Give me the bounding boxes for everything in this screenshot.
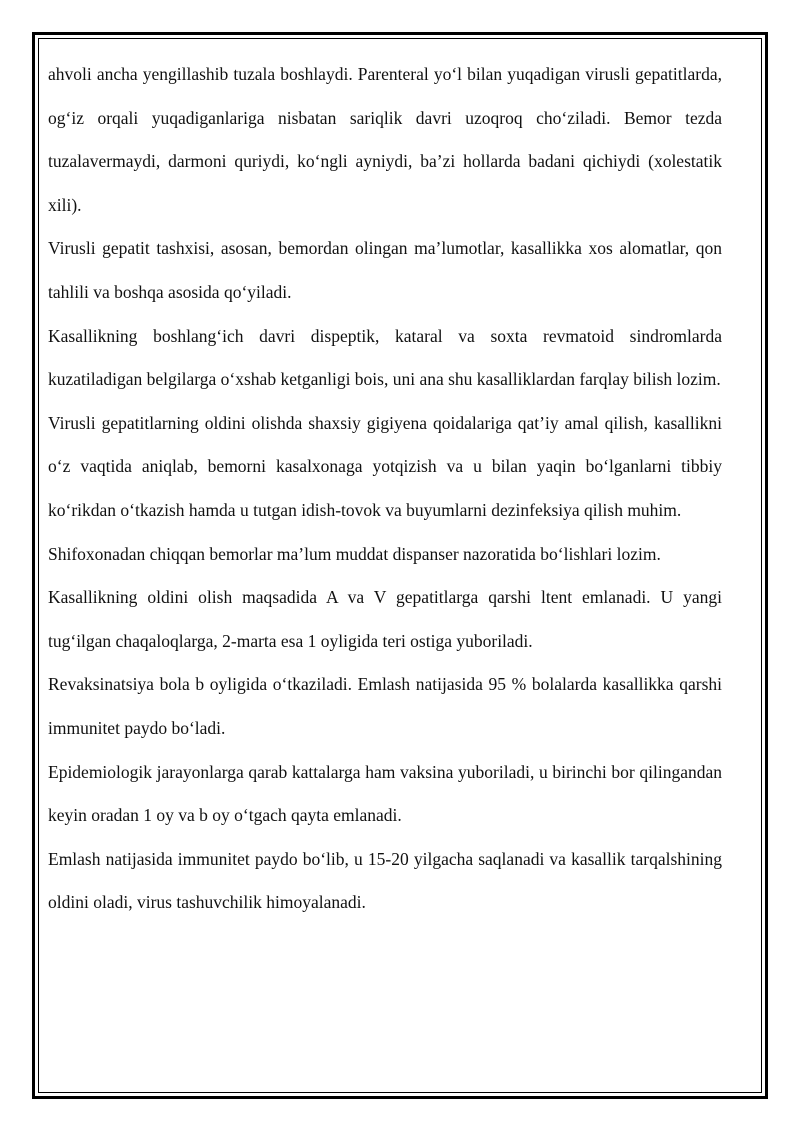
paragraph-differential: Kasallikning boshlang‘ich davri dispeptik, kataral va soxta revmatoid sindromlarda kuzatiladigan belgilarga o‘xshab ketganligi bois, uni ana shu kasalliklardan farqlay bilish lozim. [48,325,722,390]
document-body [48,53,722,925]
paragraph-revaccination: Revaksinatsiya bola b oyligida o‘tkaziladi. Emlash natijasida 95 % bolalarda kasallikka qarshi immunitet paydo bo‘ladi. [48,674,722,738]
paragraph-adults: Epidemiologik jarayonlarga qarab kattalarga ham vaksina yuboriladi, u birinchi bor qilingandan keyin oradan 1 oy va b oy o‘tgach qayta emlanadi. [48,761,722,826]
paragraph-diagnosis: Virusli gepatit tashxisi, asosan, bemordan olingan ma’lumotlar, kasallikka xos alomatlar, qon tahlili va boshqa asosida qo‘yiladi. [48,238,722,302]
paragraph-symptoms: ahvoli ancha yengillashib tuzala boshlaydi. Parenteral yo‘l bilan yuqadigan virusli gepatitlarda, og‘iz orqali yuqadiganlariga nisbatan sariqlik davri uzoqroq cho‘ziladi. Bemor tezda tuzalavermaydi, darmoni quriydi, ko‘ngli ayniydi, ba’zi hollarda badani qichiydi (xolestatik xili). [48,64,722,215]
paragraph-dispensary: Shifoxonadan chiqqan bemorlar ma’lum muddat dispanser nazoratida bo‘lishlari lozim. [48,543,661,564]
paragraph-immunity: Emlash natijasida immunitet paydo bo‘lib, u 15-20 yilgacha saqlanadi va kasallik tarqalshining oldini oladi, virus tashuvchilik himoyalanadi. [48,848,722,913]
paragraph-vaccination: Kasallikning oldini olish maqsadida A va V gepatitlarga qarshi ltent emlanadi. U yangi tug‘ilgan chaqaloqlarga, 2-marta esa 1 oyligida teri ostiga yuboriladi. [48,587,722,651]
paragraph-prevention: Virusli gepatitlarning oldini olishda shaxsiy gigiyena qoidalariga qat’iy amal qilish, kasallikni o‘z vaqtida aniqlab, bemorni kasalxonaga yotqizish va u bilan yaqin bo‘lganlarni tibbiy ko‘rikdan o‘tkazish hamda u tutgan idish-tovok va buyumlarni dezinfeksiya qilish muhim. [48,412,722,520]
